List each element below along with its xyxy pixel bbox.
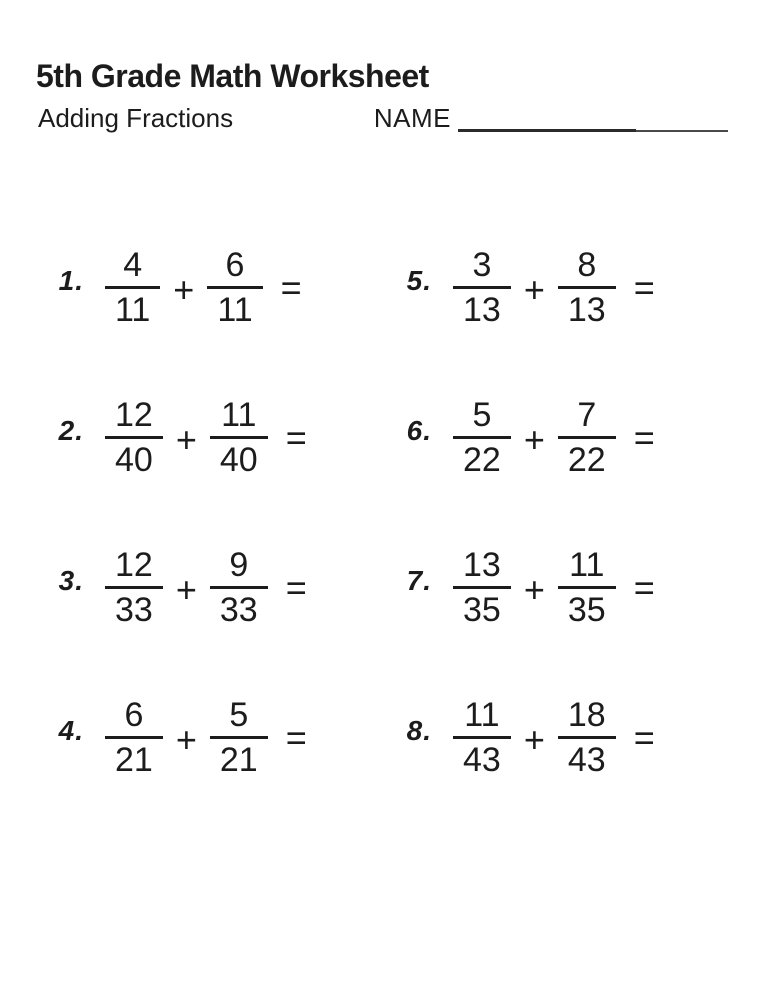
numerator: 5 [229, 695, 249, 734]
fraction-first [453, 546, 511, 629]
numerator: 12 [115, 545, 153, 584]
equals-sign: = [285, 417, 305, 459]
numerator: 11 [464, 695, 500, 734]
fraction-first [453, 246, 511, 329]
denominator: 33 [219, 590, 258, 629]
denominator: 13 [567, 290, 606, 329]
problem-number: 6. [406, 415, 432, 447]
numerator: 12 [115, 395, 153, 434]
fraction-bar [207, 286, 262, 289]
problem-4 [44, 686, 392, 788]
denominator: 22 [567, 440, 606, 479]
plus-sign: + [523, 719, 545, 761]
problems-grid [0, 236, 772, 788]
equals-sign: = [280, 267, 300, 309]
page-title: 5th Grade Math Worksheet [36, 58, 429, 94]
problem-3 [44, 536, 392, 638]
numerator: 6 [225, 245, 245, 284]
denominator: 21 [219, 740, 258, 779]
fraction-bar [453, 436, 511, 439]
problem-number: 8. [406, 715, 432, 747]
denominator: 35 [463, 590, 501, 629]
fraction-bar [558, 436, 616, 439]
denominator: 22 [463, 440, 501, 479]
subtitle-row [36, 104, 728, 133]
denominator: 35 [567, 590, 606, 629]
numerator: 6 [124, 695, 144, 734]
denominator: 33 [115, 590, 153, 629]
fraction-bar [105, 586, 163, 589]
equals-sign: = [285, 717, 305, 759]
problem-8 [392, 686, 772, 788]
worksheet-header [0, 0, 772, 132]
fraction-second [558, 696, 616, 779]
problem-number: 7. [406, 565, 432, 597]
plus-sign: + [175, 419, 197, 461]
denominator: 21 [115, 740, 153, 779]
problem-number: 5. [406, 265, 432, 297]
fraction-second [210, 396, 268, 479]
fraction-second [558, 396, 616, 479]
numerator: 9 [229, 545, 249, 584]
fraction-bar [453, 736, 511, 739]
denominator: 40 [219, 440, 258, 479]
fraction-bar [105, 436, 163, 439]
problem-1 [44, 236, 392, 338]
denominator: 11 [115, 290, 151, 329]
problem-number: 2. [58, 415, 84, 447]
plus-sign: + [175, 719, 197, 761]
numerator: 8 [577, 245, 597, 284]
numerator: 11 [221, 395, 257, 434]
fraction-bar [558, 286, 616, 289]
fraction-second [210, 696, 268, 779]
fraction-bar [210, 436, 268, 439]
denominator: 40 [115, 440, 153, 479]
fraction-bar [453, 586, 511, 589]
fraction-bar [105, 736, 163, 739]
fraction-second [207, 246, 262, 329]
equals-sign: = [633, 567, 653, 609]
denominator: 43 [463, 740, 501, 779]
fraction-first [105, 246, 160, 329]
numerator: 5 [472, 395, 492, 434]
fraction-bar [453, 286, 511, 289]
problem-6 [392, 386, 772, 488]
problem-2 [44, 386, 392, 488]
worksheet-subtitle: Adding Fractions [38, 102, 234, 133]
name-label: NAME [373, 102, 451, 133]
equals-sign: = [285, 567, 305, 609]
problem-5 [392, 236, 772, 338]
plus-sign: + [175, 569, 197, 611]
denominator: 11 [217, 290, 253, 329]
numerator: 11 [569, 545, 605, 584]
numerator: 13 [463, 545, 501, 584]
numerator: 3 [472, 245, 492, 284]
name-field [374, 104, 728, 133]
equals-sign: = [633, 267, 653, 309]
fraction-second [210, 546, 268, 629]
fraction-bar [210, 736, 268, 739]
problem-number: 4. [58, 715, 84, 747]
fraction-second [558, 546, 616, 629]
plus-sign: + [173, 269, 195, 311]
plus-sign: + [523, 569, 545, 611]
fraction-bar [105, 286, 160, 289]
fraction-first [105, 546, 163, 629]
equals-sign: = [633, 417, 653, 459]
fraction-first [105, 696, 163, 779]
name-blank-line [458, 108, 636, 132]
fraction-first [453, 696, 511, 779]
problem-number: 1. [58, 265, 84, 297]
problem-number: 3. [58, 565, 84, 597]
fraction-first [105, 396, 163, 479]
numerator: 7 [577, 395, 597, 434]
numerator: 4 [123, 245, 143, 284]
numerator: 18 [567, 695, 606, 734]
problem-7 [392, 536, 772, 638]
fraction-bar [558, 586, 616, 589]
fraction-second [558, 246, 616, 329]
plus-sign: + [523, 269, 545, 311]
plus-sign: + [523, 419, 545, 461]
fraction-bar [558, 736, 616, 739]
denominator: 43 [567, 740, 606, 779]
equals-sign: = [633, 717, 653, 759]
fraction-first [453, 396, 511, 479]
name-blank-line-end [636, 108, 728, 132]
fraction-bar [210, 586, 268, 589]
denominator: 13 [463, 290, 501, 329]
